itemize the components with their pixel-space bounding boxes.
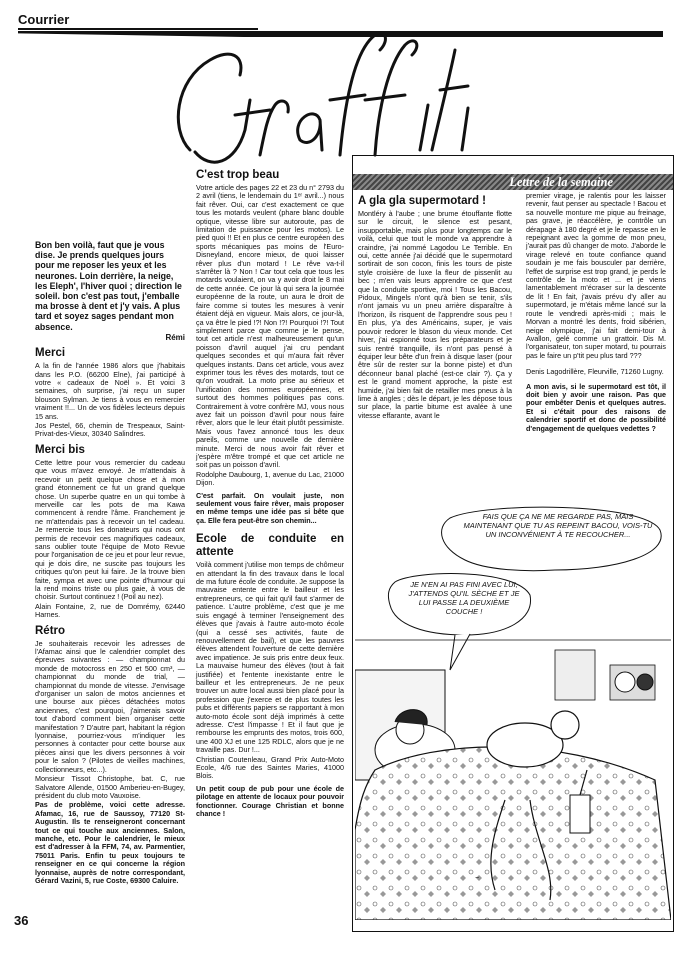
letter-body-merci-bis: Cette lettre pour vous remercier du cadeau que vous m'avez envoyé. Je m'attendais à recevoir un petit quelque chose et à mon grand étonnement ce fut un grand quelque chose. Un superbe quatre en un qui tombe à merveille car les pots de ma Kawa commencent à rendre l'âme. Franchement je ne m'attendais pas à recevoir un tel cadeau. Je remercie tous les donateurs qui nous ont permis de recevoir ces magnifiques cadeaux, sans oublier toute l'équipe de Moto Revue pour l'organisation de ce jeu et pour leur revue, qui je dois dire, ne suscite pas toujours les critiques qu'on peut lui faire. Je la trouve bien faite, sympa et avec une pointe d'humour qui la rend moins triste ou plus gaie, à vous de choisir. Surtout continuez ! (Poil au nez).: [35, 457, 186, 602]
letter-body-glagla-part1: Montléry à l'aube ; une brume étouffante flotte sur le circuit, le silence est pesant, insupportable, mais plus pour longtemps car le voilà, celui que tout le monde va apprendre à craindre, j'ai nommé Lagodou Le Terrible. En oui, cette année j'ai décidé que le supermotard sortirait de son cocon, finis les tours de piste style croisière de luxe la fleur de pissenlit au bec ; m'en vais leurs apprendre ce que c'est que la conduite sportive, moi ! Tous les Bacou, Pidoux, Mingels n'ont qu'à bien se tenir, s'ils n'ont jamais vu un pneu arrière disparaître à l'horizon, ils risquent de l'apprendre sous peu ! En plus, y'a des Américains, super, je vais pouvoir redorer le blason du vieux monde. Cet hiver, j'ai espionné tous les préparateurs et je suis rentré tranquille, ils n'ont pas pensé à équiper leur bête d'un frein à disque laser (pour être sûr de rester sur la bonne piste) et d'un déconneur banal plaché (est-ce clair ?). Ça y est le grand moment approche, la piste est humide, j'ai bien fait de retailler mes pneus à la lime à angles ; dès le départ, je les dépose tous sur place, la partie bitume est avalée à une vitesse effarante, avant le: [358, 209, 512, 420]
column-3: [358, 195, 512, 545]
letter-title-trop-beau: C'est trop beau: [196, 169, 280, 181]
helmet-icon-2: [637, 674, 653, 690]
letter-signature-ecole: Christian Coutenleau, Grand Prix Auto-Moto Ecole, 4/6 rue des Saintes Maries, 41000 Blois.: [196, 754, 344, 781]
editor-reply-glagla: A mon avis, si le supermotard est tôt, il doit bien y avoir une raison. Pas que pour embêter Denis et quelques autres. Et si c'était pour des raisons de calendrier sportif et donc de possibilité d'engagement de quelques vedettes ?: [526, 381, 666, 433]
letter-title-merci-bis: Merci bis: [35, 443, 85, 456]
picture-frame: [555, 650, 595, 700]
letter-of-week-label: Lettre de la semaine: [509, 175, 613, 189]
column-4: [526, 192, 666, 552]
logo-text: Graffiti: [170, 172, 173, 173]
page-number: 36: [14, 913, 29, 928]
letter-body-trop-beau: Votre article des pages 22 et 23 du n° 2793 du 2 avril (tiens, le lendemain du 1ᵉʳ avril...) nous fait rêver. Oui, car c'est exactement ce que tous les motards veulent (phare blanc double optique, vitesse libre sur autoroute, pas de limitation de puissance pour les motos). Le pied quoi !! Et en plus ce centre européen des sports mécaniques pas moins de l'Euro-Disneyland, encore mieux, de quoi laisser rêver plus d'un motard ! Le rêve va-t-il s'arrêter là ? Non ! Car tout cela que tous les motards voulaient, on va y avoir droit le 8 mai de cette année. Ce jour là qui sera la journée européenne de la route, un aura le droit de faire comme si toutes les mesures à venir étaient déjà en vigueur. Mais alors, ce jour-là, ça va être le pied !?! Non !?! Pourquoi !?! Tout simplement parce que comme je le pense, tout cet article n'est malheureusement qu'un poisson d'avril auquel j'ai cru pendant quelques secondes et qui m'aura fait rêver quelques instants. Dans cet article, vous avez exprimer tous les rêves des motards, tout ce qu'on voudrait. La moto prise au sérieux et l'unification des normes européennes, et surtout des hommes politiques pas cons. Contrairement à votre confrère MJ, vous nous avez fait un poisson d'avril pour nous faire rêver, alors que le leur était plutôt pessimiste. Mais vous l'avez annoncé tous les deux pareils, comme une nouvelle de dernière minute. Merci de nous avoir fait rêver et j'espère m'être trompé et que cet article ne soit pas un poisson d'avril.: [196, 183, 344, 470]
letter-title-merci: Merci: [35, 347, 66, 360]
speech-bubble-2-text: JE N'EN AI PAS FINI AVEC LUI, J'ATTENDS QU'IL SÈCHE ET JE LUI PASSE LA DEUXIÈME COUCHE !: [408, 580, 520, 616]
letter-body-retro: Je souhaiterais recevoir les adresses de l'Afamac ainsi que le calendrier complet des épreuves suivantes : — championnat du monde de motocross en 250 et 500 cm³, — championnat du monde de trial, — championnat du monde de vitesse. J'envisage d'organiser un salon de motos anciennes et une bourse aux pièces détachées motos anciennes, c'est pourquoi, j'aimerais savoir tout d'abord comment bien organiser cette manifestation ? D'autre part, habitant la région lyonnaise, pourriez-vous m'indiquer les personnes à contacter pour cette bourse aux pièces ainsi que les divers personnes à voir pour le salon ? (Pilotes de vieilles machines, collectionneurs, etc...).: [35, 638, 185, 774]
letter-title-ecole: Ecole de conduite en attente: [196, 533, 344, 559]
letter-body-merci: A la fin de l'année 1986 alors que j'habitais dans les P.O. (66200 Elne), j'ai participé à votre « cadeaux de Noël ». Et voici 3 semaines, oh surprise, j'ai reçu un super blouson Sylman. Je tiens à vous en remercier vraiment !!... Un de vos fidèles lecteurs depuis 15 ans.: [35, 361, 185, 421]
letter-signature-trop-beau: Rodolphe Daubourg, 1, avenue du Lac, 21000 Dijon.: [196, 469, 344, 488]
letter-of-week-band: [353, 174, 673, 190]
editor-reply-ecole: Un petit coup de pub pour une école de pilotage en attente de locaux pour pouvoir fonctionner. Courage Christian et bonne chance !: [196, 783, 344, 819]
speech-bubble-2-tail: [450, 634, 470, 670]
cartoon-art: [355, 500, 671, 920]
man-head: [551, 711, 579, 739]
cartoon-illustration: [355, 500, 671, 920]
editor-intro: Bon ben voilà, faut que je vous dise. Je prends quelques jours pour me reposer les yeux et les neurones. Loin derrière, la neige, les Eleph', l'hiver quoi ; direction le soleil. bon c'est pas tout, j'emballe ma brosse à dent et j'y vais. A plus tard et soyez sages pendant mon absence.: [35, 240, 182, 332]
editor-signature: Rémi: [165, 332, 185, 342]
editor-reply-retro: Pas de problème, voici cette adresse. Afamac, 16, rue de Saussoy, 77120 St-Augustin. Ils te renseigneront concernant tout ce qui touche aux anciennes. Salon, manche, etc. Pour le calendrier, le mieux est d'adresser à la FFM, 74, av. Parmentier, 75011 Paris. Enfin tu peux toujours te renseigner en ce qui concerne la région lyonnaise, auprès de notre correspondant, Gérard Vazini, 5, rue Coste, 69300 Caluire.: [35, 800, 185, 885]
letter-title-glagla: A gla gla supermotard !: [358, 195, 487, 207]
paint-can: [570, 795, 590, 833]
section-title: Courrier: [18, 12, 70, 27]
letter-signature-glagla: Denis Lagodrillère, Fleurville, 71260 Lugny.: [526, 367, 664, 377]
column-2: [196, 164, 344, 924]
editor-reply-trop-beau: C'est parfait. On voulait juste, non seulement vous faire rêver, mais proposer en même temps une idée pas si bête que ça. Elle fera peut-être son chemin...: [196, 490, 344, 525]
bed-duvet: [355, 747, 671, 920]
column-1: [35, 240, 185, 930]
letter-signature-merci: Jos Pestel, 66, chemin de Trespeaux, Saint-Privat-des-Vieux, 30340 Salindres.: [35, 421, 185, 439]
svg-text:~: ~: [475, 875, 480, 882]
letter-body-glagla-part2: premier virage, je ralentis pour les laisser revenir, faut penser au spectacle ! Bacou et sa nouvelle monture me pique au freinage, pas grave, je réaccélère, je contrôle un dérapage à 180 degré et je le repasse en le repeignant avec la gomme de mon pneu, j'aurait pas dû changer de moto. J'aborde le virage relevé en toute confiance quand soudain je me fais bousculer par derrière, l'effet de surprise est trop grand, je perds le contrôle de la moto et ... et je viens lamentablement m'écraser sur la descente de lit ! En fait, j'avais prévu d'y aller au supermotard, je m'étais même lancé sur la route le vendredi après-midi ; mais le Morvan a montré les dents, froid sibérien, neige olympique, j'ai fait demi-tour à Avallon, gelé comme un grattoir. Dis M. l'organisateur, ton super motard, tu pourrais pas le faire un p'tit peu plus tard ???: [526, 191, 666, 360]
helmet-icon: [615, 672, 635, 692]
letter-signature-merci-bis: Alain Fontaine, 2, rue de Domrémy, 62440 Harnes.: [35, 601, 185, 620]
letter-title-retro: Rétro: [35, 624, 66, 637]
letter-signature-retro: Monsieur Tissot Christophe, bat. C, rue Salvatore Allende, 01500 Amberieu-en-Bugey, président du club moto Vauxoise.: [35, 774, 185, 800]
letter-body-ecole: Voilà comment j'utilise mon temps de chômeur en attendant la fin des travaux dans le local de ma future école de conduite. Je suppose la mauvaise entente entre le bailleur et les entrepreneurs, ce qui fait qu'il faut s'armer de patience. L'autre problème, c'est que je me suis engagé à terminer l'enseignement des élèves que j'avais à l'autre auto-moto école (qui a cessé ses activités, faute de renouvellement de bail), et que les pauvres élèves attendent l'ouverture de cette dernière avec impatience. Je suis pris entre deux feux. La mauvaise humeur des élèves (tout à fait justifiée) et l'entente inexistante entre le bailleur et les entrepreneurs. Je ne peux trouver un autre local aussi bien placé pour la profession que j'exerce et de plus toutes les pubs et différents papiers se rapportant à mon auto-moto école sont déjà imprimés à cette adresse. C'est l'impasse ! Et il faut que je rembourse les emprunts des motos, trois 600, une 400 XJ et une 125 RDLC, alors que je ne travaille pas. Dur !...: [196, 560, 344, 755]
speech-bubble-1-text: FAIS QUE ÇA NE ME REGARDE PAS, MAIS MAINTENANT QUE TU AS REPEINT BACOU, VOIS-TU UN INCONVÉNIENT À TE RECOUCHER...: [463, 512, 653, 539]
